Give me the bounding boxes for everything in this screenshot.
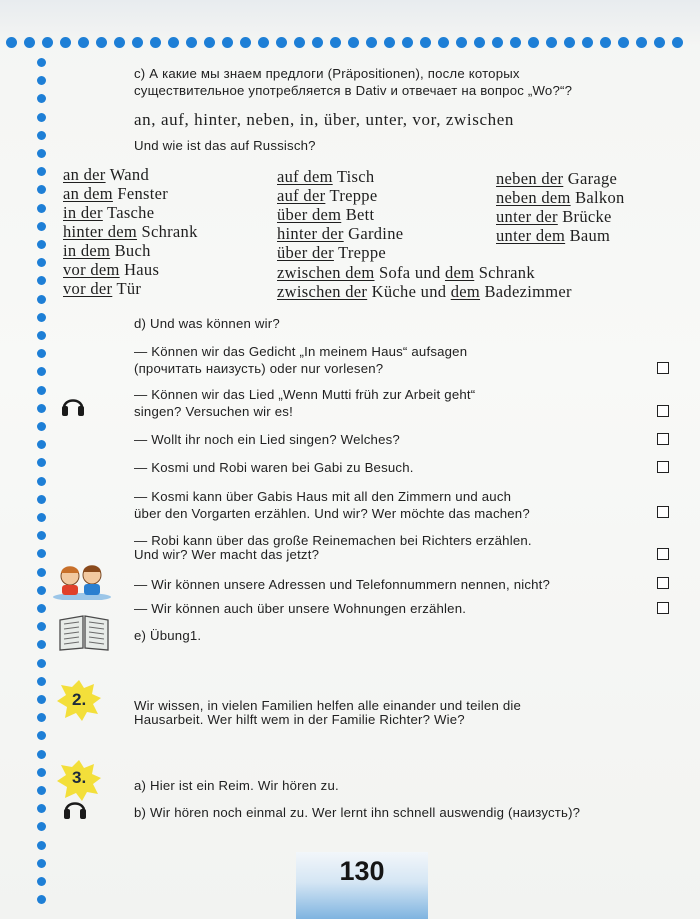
noun: Gardine	[348, 224, 404, 243]
section-d-title: d) Und was können wir?	[134, 316, 280, 331]
item-8: — Wir können auch über unsere Wohnungen erzählen.	[134, 601, 467, 616]
preposition-phrase: unter dem	[496, 226, 566, 245]
col1-row	[63, 279, 141, 299]
item-3: — Wollt ihr noch ein Lied singen? Welches?	[134, 432, 400, 447]
col2-row	[277, 167, 374, 187]
wide-row-1-prep: zwischen dem	[277, 263, 375, 282]
border-dot	[37, 768, 46, 777]
exercise-3-b: b) Wir hören noch einmal zu. Wer lernt ihn schnell auswendig (наизусть)?	[134, 805, 581, 820]
col3-row	[496, 188, 625, 208]
border-dot	[294, 37, 305, 48]
border-dot	[37, 367, 46, 376]
preposition-phrase: hinter der	[277, 224, 344, 243]
item-2-line1: — Können wir das Lied „Wenn Mutti früh zur Arbeit geht“	[134, 387, 476, 402]
children-illustration	[52, 560, 112, 600]
preposition-list: an, auf, hinter, neben, in, über, unter, vor, zwischen	[134, 110, 514, 129]
border-dot	[600, 37, 611, 48]
item-6-line2: Und wir? Wer macht das jetzt?	[134, 547, 320, 562]
wide-row-2-prep2: dem	[450, 282, 481, 301]
border-dot	[366, 37, 377, 48]
noun: Tisch	[336, 167, 375, 186]
wide-row-2-noun2: Badezimmer	[484, 282, 572, 301]
border-dot	[37, 76, 46, 85]
preposition-phrase: an dem	[63, 184, 113, 203]
border-dot	[492, 37, 503, 48]
noun: Treppe	[338, 243, 387, 262]
item-5-line2: über den Vorgarten erzählen. Und wir? Wer möchte das machen?	[134, 506, 530, 521]
border-dot	[420, 37, 431, 48]
border-dot	[37, 549, 46, 558]
section-e: e) Übung1.	[134, 628, 202, 643]
border-dot	[240, 37, 251, 48]
border-dot	[37, 295, 46, 304]
border-dot	[37, 495, 46, 504]
col3-row	[496, 169, 617, 189]
border-dot	[438, 37, 449, 48]
border-dot	[37, 349, 46, 358]
border-dot	[37, 58, 46, 67]
exercise-3-a: a) Hier ist ein Reim. Wir hören zu.	[134, 778, 339, 793]
noun: Balkon	[575, 188, 625, 207]
border-dot	[168, 37, 179, 48]
border-dot	[37, 604, 46, 613]
headphones-icon	[62, 796, 88, 820]
checkbox-2[interactable]	[657, 405, 669, 417]
col1-row	[63, 260, 159, 280]
preposition-phrase: auf dem	[277, 167, 333, 186]
border-dot	[37, 877, 46, 886]
item-7: — Wir können unsere Adressen und Telefonnummern nennen, nicht?	[134, 577, 551, 592]
border-dot	[312, 37, 323, 48]
col1-row	[63, 184, 168, 204]
item-4: — Kosmi und Robi waren bei Gabi zu Besuch.	[134, 460, 414, 475]
border-dot	[37, 841, 46, 850]
border-dot	[37, 222, 46, 231]
exercise-2-line2: Hausarbeit. Wer hilft wem in der Familie Richter? Wie?	[134, 712, 465, 727]
border-dot	[96, 37, 107, 48]
border-dot	[37, 568, 46, 577]
border-dot	[37, 313, 46, 322]
border-dot	[37, 240, 46, 249]
item-2-line2: singen? Versuchen wir es!	[134, 404, 293, 419]
border-dot	[37, 167, 46, 176]
border-dot	[654, 37, 665, 48]
border-dot	[37, 386, 46, 395]
border-dot	[37, 185, 46, 194]
border-dot	[37, 94, 46, 103]
border-dot	[510, 37, 521, 48]
noun: Tür	[116, 279, 142, 298]
noun: Fenster	[117, 184, 169, 203]
border-dot	[37, 622, 46, 631]
wide-row-1-noun1: Sofa	[378, 263, 411, 282]
col2-row	[277, 224, 403, 244]
preposition-phrase: vor dem	[63, 260, 120, 279]
border-dot	[37, 586, 46, 595]
item-5-line1: — Kosmi kann über Gabis Haus mit all den Zimmern und auch	[134, 489, 512, 504]
noun: Tasche	[106, 203, 155, 222]
wide-row-2	[277, 282, 572, 302]
col1-row	[63, 241, 151, 261]
border-dot	[37, 276, 46, 285]
preposition-phrase: über dem	[277, 205, 342, 224]
border-dot	[37, 513, 46, 522]
noun: Treppe	[329, 186, 378, 205]
noun: Haus	[124, 260, 160, 279]
border-dot	[37, 731, 46, 740]
checkbox-1[interactable]	[657, 362, 669, 374]
border-dot	[186, 37, 197, 48]
noun: Buch	[114, 241, 151, 260]
border-dot	[37, 786, 46, 795]
border-dot	[42, 37, 53, 48]
border-dot	[37, 422, 46, 431]
border-dot	[204, 37, 215, 48]
border-dot	[37, 531, 46, 540]
preposition-phrase: auf der	[277, 186, 326, 205]
preposition-phrase: unter der	[496, 207, 558, 226]
border-dot	[528, 37, 539, 48]
border-dot	[258, 37, 269, 48]
border-dot	[330, 37, 341, 48]
checkbox-7[interactable]	[657, 577, 669, 589]
wide-row-2-prep: zwischen der	[277, 282, 368, 301]
border-dot	[402, 37, 413, 48]
col2-row	[277, 205, 374, 225]
wide-row-1-prep2: dem	[444, 263, 475, 282]
border-dot	[37, 677, 46, 686]
col3-row	[496, 207, 612, 227]
border-dot	[78, 37, 89, 48]
wide-row-2-und: und	[420, 282, 447, 301]
exercise-2-line1: Wir wissen, in vielen Familien helfen alle einander und teilen die	[134, 698, 522, 713]
border-dot	[222, 37, 233, 48]
border-dot	[546, 37, 557, 48]
preposition-phrase: über der	[277, 243, 334, 262]
col3-row	[496, 226, 610, 246]
book-icon	[58, 614, 110, 652]
exercise-2-number: 2.	[72, 690, 87, 709]
border-dot	[60, 37, 71, 48]
border-dot	[564, 37, 575, 48]
border-dot	[456, 37, 467, 48]
border-dot	[150, 37, 161, 48]
border-dot	[114, 37, 125, 48]
border-dot	[37, 895, 46, 904]
noun: Schrank	[141, 222, 198, 241]
checkbox-8[interactable]	[657, 602, 669, 614]
preposition-phrase: neben dem	[496, 188, 571, 207]
noun: Brücke	[562, 207, 612, 226]
border-dot	[37, 258, 46, 267]
wide-row-1-und: und	[414, 263, 441, 282]
checkbox-5[interactable]	[657, 506, 669, 518]
border-dot	[37, 477, 46, 486]
border-dot	[474, 37, 485, 48]
preposition-phrase: an der	[63, 165, 106, 184]
border-dot	[37, 149, 46, 158]
item-6-line1: — Robi kann über das große Reinemachen bei Richters erzählen.	[134, 533, 532, 548]
border-dot	[37, 331, 46, 340]
border-dot	[6, 37, 17, 48]
exercise-3-number: 3.	[72, 768, 87, 787]
border-dot	[37, 113, 46, 122]
russian-question: Und wie ist das auf Russisch?	[134, 138, 316, 153]
border-dot	[636, 37, 647, 48]
checkbox-6[interactable]	[657, 548, 669, 560]
noun: Bett	[345, 205, 375, 224]
border-dot	[37, 713, 46, 722]
border-dot	[672, 37, 683, 48]
page-number: 130	[339, 856, 385, 886]
noun: Wand	[109, 165, 149, 184]
col1-row	[63, 222, 198, 242]
border-dot	[37, 804, 46, 813]
headphones-icon	[60, 393, 86, 417]
border-dot	[24, 37, 35, 48]
checkbox-4[interactable]	[657, 461, 669, 473]
border-dot	[348, 37, 359, 48]
border-dot	[582, 37, 593, 48]
checkbox-3[interactable]	[657, 433, 669, 445]
border-dot	[37, 458, 46, 467]
col2-row	[277, 186, 377, 206]
preposition-phrase: in dem	[63, 241, 111, 260]
preposition-phrase: vor der	[63, 279, 113, 298]
border-dot	[37, 404, 46, 413]
item-1-line2: (прочитать наизусть) oder nur vorlesen?	[134, 361, 384, 376]
border-dot	[37, 750, 46, 759]
noun: Garage	[567, 169, 618, 188]
border-dot	[37, 131, 46, 140]
border-dot	[37, 822, 46, 831]
noun: Baum	[569, 226, 611, 245]
border-dot	[37, 659, 46, 668]
col1-row	[63, 165, 149, 185]
col1-row	[63, 203, 154, 223]
wide-row-1	[277, 263, 535, 283]
preposition-phrase: in der	[63, 203, 103, 222]
wide-row-2-noun1: Küche	[371, 282, 417, 301]
border-dot	[618, 37, 629, 48]
border-dot	[37, 204, 46, 213]
item-1-line1: — Können wir das Gedicht „In meinem Haus“ aufsagen	[134, 344, 468, 359]
border-dot	[37, 695, 46, 704]
preposition-phrase: neben der	[496, 169, 564, 188]
border-dot	[37, 859, 46, 868]
preposition-phrase: hinter dem	[63, 222, 138, 241]
section-c-line2: существительное употребляется в Dativ и отвечает на вопрос „Wo?“?	[134, 83, 573, 98]
col2-row	[277, 243, 386, 263]
section-c-line1: c) А какие мы знаем предлоги (Präpositionen), после которых	[134, 66, 520, 81]
border-dot	[384, 37, 395, 48]
border-dot	[132, 37, 143, 48]
border-dot	[276, 37, 287, 48]
border-dot	[37, 640, 46, 649]
border-dot	[37, 440, 46, 449]
wide-row-1-noun2: Schrank	[478, 263, 535, 282]
